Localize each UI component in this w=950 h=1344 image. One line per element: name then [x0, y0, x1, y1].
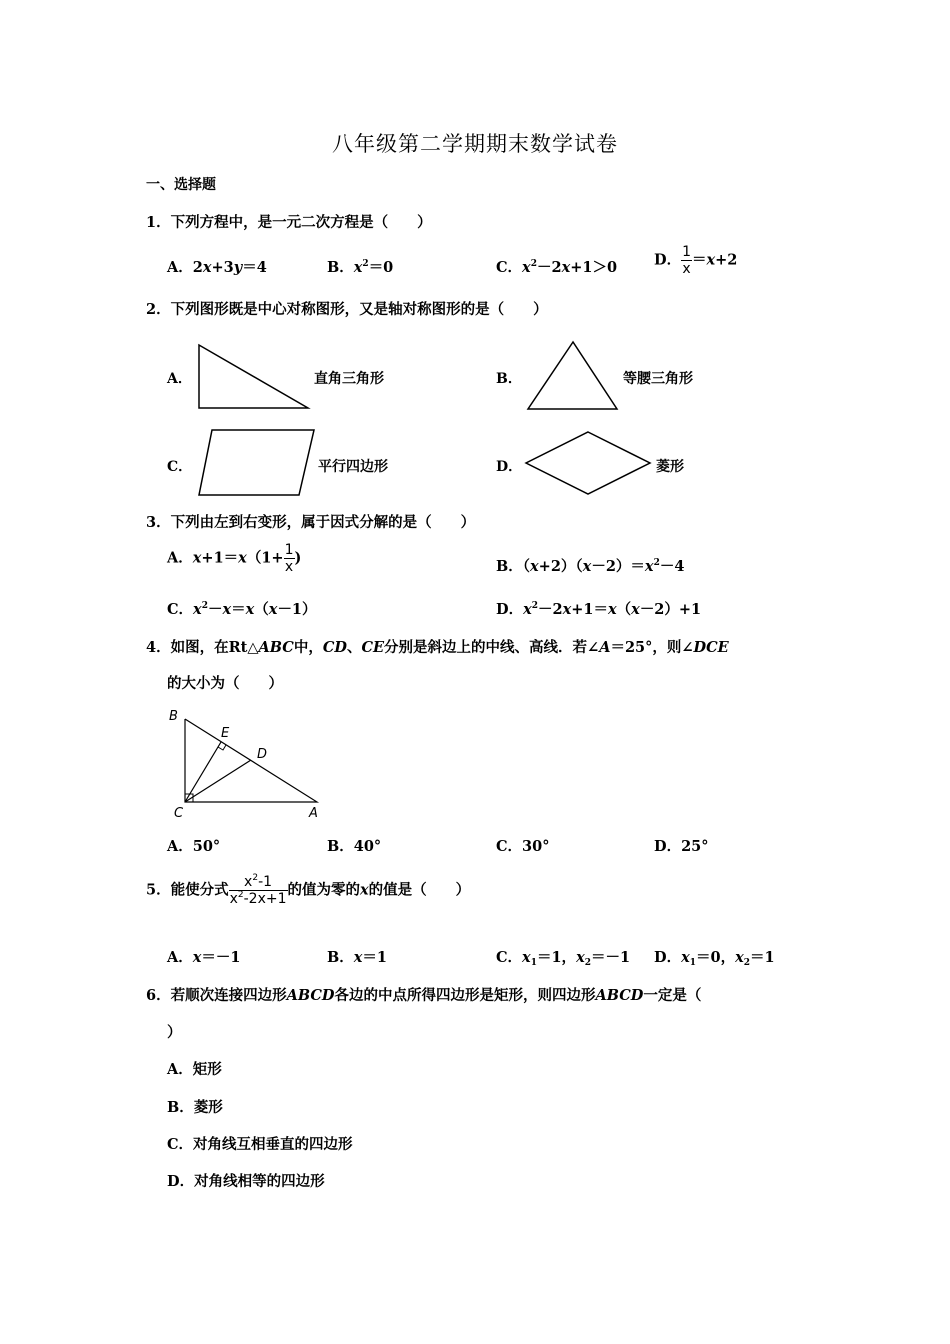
isosceles-triangle-figure	[525, 340, 620, 412]
question-2-option-b-label: B．	[496, 371, 522, 387]
vertex-d-label: D	[257, 747, 268, 762]
question-5-option-c: C．$x_1=1$，$x_2=-1$	[496, 949, 631, 968]
question-2-option-c-label: C．	[167, 459, 193, 475]
question-5-option-a: A．x＝－1	[167, 949, 241, 966]
question-6-stem: 6．若顺次连接四边形ABCD各边的中点所得四边形是矩形，则四边形ABCD一定是（	[146, 987, 702, 1004]
question-3-stem: 3．下列由左到右变形，属于因式分解的是（ ）	[146, 514, 476, 531]
question-2-option-a-label: A．	[167, 371, 192, 387]
question-1-stem: 1．下列方程中，是一元二次方程是（ ）	[146, 214, 432, 231]
question-5-option-b: B．x＝1	[327, 949, 388, 966]
question-2-option-d-name: 菱形	[656, 459, 684, 475]
question-1-option-c: C．$x^2-2x+1>0$	[496, 259, 618, 276]
question-3-option-d: D．$x^2-2x+1=x(x-2)+1$	[496, 601, 702, 618]
vertex-e-label: E	[221, 726, 230, 741]
question-1-option-a: A．2x+3y＝4	[167, 259, 267, 276]
rhombus-figure	[522, 430, 654, 496]
question-3-option-c: C．$x^2-x=x(x-1)$	[167, 601, 317, 618]
question-3-option-b: B．$(x+2)(x-2)=x^2-4$	[496, 558, 685, 575]
question-3-option-a: A．x+1＝x（1+ $\frac{1}{x}$ )	[167, 542, 302, 575]
question-2-option-c-name: 平行四边形	[318, 459, 388, 475]
vertex-b-label: B	[169, 709, 178, 724]
question-4-option-b: B．40°	[327, 838, 382, 855]
parallelogram-figure	[196, 428, 318, 498]
question-2-stem: 2．下列图形既是中心对称图形，又是轴对称图形的是（ ）	[146, 301, 548, 318]
question-6-option-c: C．对角线互相垂直的四边形	[167, 1136, 353, 1153]
question-4-stem-continued: 的大小为（ ）	[167, 675, 283, 692]
question-6-option-b: B．菱形	[167, 1099, 223, 1116]
question-2-option-b-name: 等腰三角形	[623, 371, 693, 387]
question-1-option-d: D． $\frac{1}{x}$ ＝x+2	[654, 244, 738, 277]
page-title: 八年级第二学期期末数学试卷	[332, 132, 618, 156]
vertex-a-label: A	[309, 806, 318, 821]
question-5-option-d: D．$x_1=0$，$x_2=1$	[654, 949, 775, 968]
question-1-option-b: B．$x^2=0$	[327, 259, 394, 276]
section-heading: 一、选择题	[146, 177, 216, 193]
question-4-option-d: D．25°	[654, 838, 709, 855]
right-triangle-figure	[196, 343, 311, 411]
question-4-triangle-figure	[165, 705, 325, 820]
question-4-stem: 4．如图，在Rt△ABC中，CD、CE分别是斜边上的中线、高线．若∠A＝25°，则∠DCE	[146, 639, 729, 656]
question-6-stem-continued: ）	[167, 1024, 182, 1041]
question-6-option-d: D．对角线相等的四边形	[167, 1173, 325, 1190]
question-2-option-d-label: D．	[496, 459, 523, 475]
question-4-option-a: A．50°	[167, 838, 221, 855]
question-6-option-a: A．矩形	[167, 1061, 222, 1078]
question-5-stem: 5．能使分式 $\frac{x^2-1}{x^2-2x+1}$ 的值为零的x的值是（ ）	[146, 873, 471, 907]
question-2-option-a-name: 直角三角形	[314, 371, 384, 387]
question-4-option-c: C．30°	[496, 838, 550, 855]
vertex-c-label: C	[174, 806, 184, 821]
